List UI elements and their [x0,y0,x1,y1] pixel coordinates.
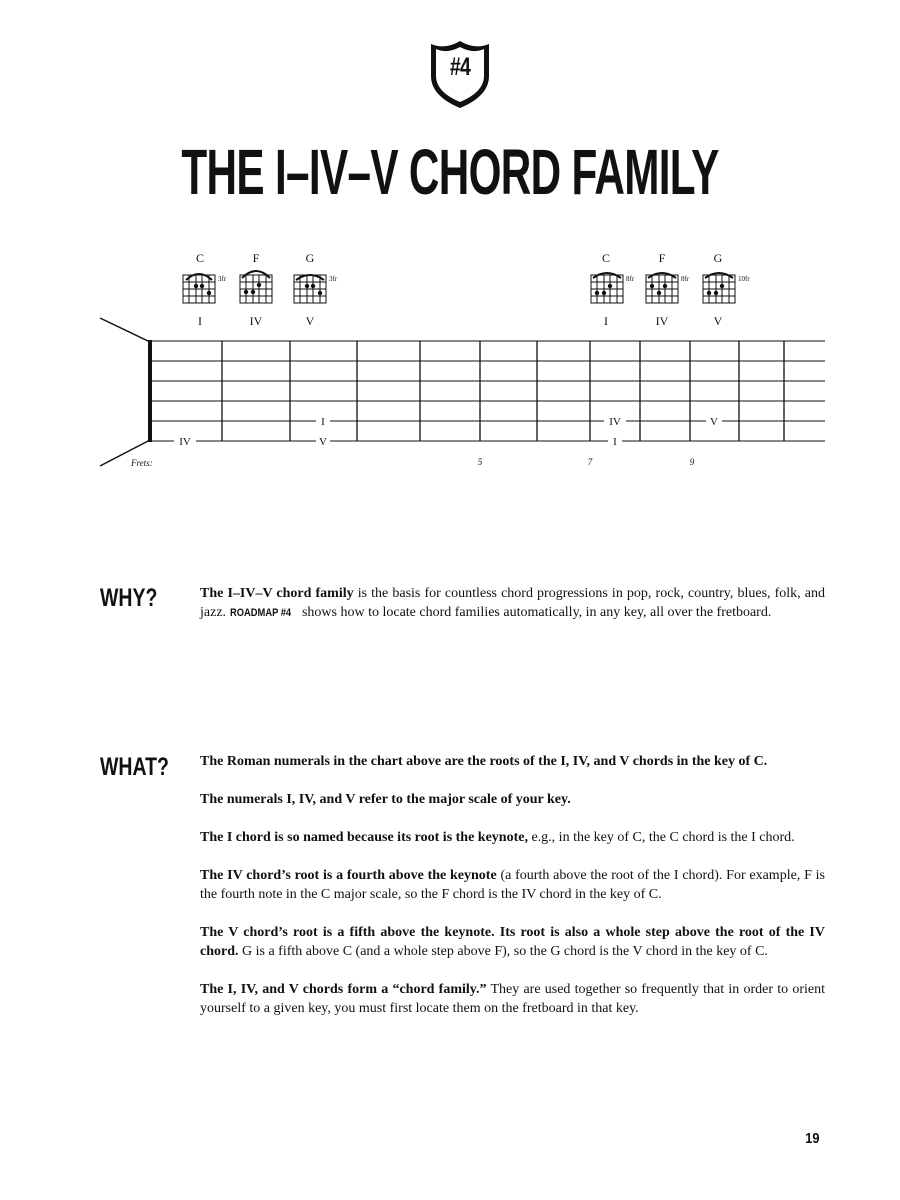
fret-number: 7 [587,457,593,467]
chord-diagram-g-2 [703,251,750,328]
what-paragraph-3: The I chord is so named because its root is the keynote, e.g., in the key of C, the C chord is the I chord. [200,830,795,845]
chord-numeral: I [198,314,202,328]
what-paragraph-6: The I, IV, and V chords form a “chord family.” They are used together so frequently that in order to orient yourself to a given key, you must first locate them on the fretboard in that key. [200,982,825,1016]
fret-position-label: 3fr [329,275,338,283]
chord-numeral: IV [249,314,263,328]
chord-name: F [252,251,260,265]
svg-text:V: V [319,436,327,448]
fretboard-diagram [0,240,900,480]
page-number: 19 [805,1130,820,1147]
what-paragraph-2: The numerals I, IV, and V refer to the major scale of your key. [200,792,571,807]
svg-text:IV: IV [179,436,191,448]
chord-diagram-c-1 [183,251,227,328]
root-marker-v-10 [706,414,722,428]
why-heading: WHY? [100,584,158,612]
chord-name: F [658,251,666,265]
chord-name: G [713,251,723,265]
root-marker-v-3 [316,434,330,448]
svg-text:I: I [321,416,325,428]
why-paragraph [200,584,825,642]
root-marker-i-8 [608,434,622,448]
fret-number: 9 [689,457,695,467]
what-paragraph-1: The Roman numerals in the chart above are the roots of the I, IV, and V chords in the key of C. [200,754,768,769]
badge-label: #4 [449,53,471,81]
what-heading: WHAT? [100,753,169,781]
frets-label: Frets: [131,458,153,468]
fret-position-label: 10fr [738,275,750,283]
why-text-1: is the basis for countless chord progressions in pop, rock, country, blues, folk, and jazz. [200,586,825,620]
chord-diagram-f-2 [646,251,690,328]
chord-diagram-g-1 [294,251,338,328]
chord-numeral: IV [655,314,669,328]
chord-diagram-f-1 [240,251,272,328]
fret-number: 5 [477,457,483,467]
root-marker-i-3 [316,414,330,428]
page-title: THE I–IV–V CHORD FAMILY [181,136,719,208]
why-lead: The I–IV–V chord family [200,586,354,601]
what-section [200,752,825,1037]
what-paragraph-4: The IV chord’s root is a fourth above the keynote (a fourth above the root of the I chord). For example, F is the fourth note in the C major scale, so the F chord is the IV chord in the key of C. [200,868,825,902]
what-paragraph-5: The V chord’s root is a fifth above the keynote. Its root is also a whole step above the root of the IV chord. G is a fifth above C (and a whole step above F), so the G chord is the V chord in the key of C. [200,925,825,959]
svg-text:I: I [613,436,617,448]
chord-numeral: I [604,314,608,328]
chord-name: G [305,251,315,265]
chord-numeral: V [305,314,315,328]
chord-name: C [601,251,611,265]
svg-text:IV: IV [609,416,621,428]
roadmap-reference: ROADMAP #4 [229,607,291,619]
roadmap-badge [427,38,493,110]
chord-name: C [195,251,205,265]
fret-position-label: 3fr [218,275,227,283]
chord-numeral: V [713,314,723,328]
fret-position-label: 8fr [626,275,635,283]
svg-text:V: V [710,416,718,428]
root-marker-iv-8 [604,414,626,428]
chord-diagram-c-2 [591,251,635,328]
fret-position-label: 8fr [681,275,690,283]
root-marker-iv-open [174,434,196,448]
why-text-2: shows how to locate chord families automatically, in any key, all over the fretboard. [298,605,772,620]
